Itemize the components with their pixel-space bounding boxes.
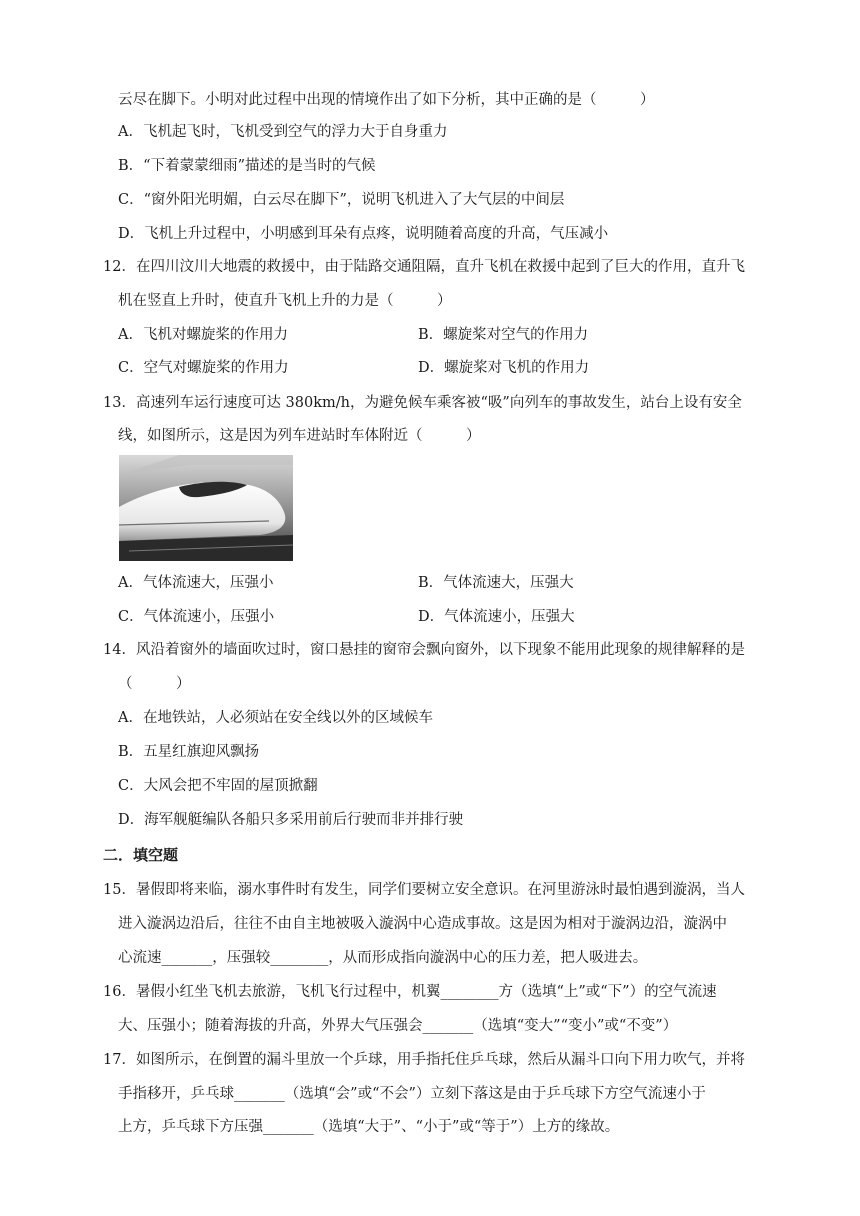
q14-option-a: A．在地铁站，人必须站在安全线以外的区域候车 [118, 710, 433, 726]
q14-stem-line1: 14．风沿着窗外的墙面吹过时，窗口悬挂的窗帘会飘向窗外，以下现象不能用此现象的规律解释的是 [103, 642, 745, 658]
q13-option-c: C．气体流速小，压强小 [118, 609, 275, 625]
q11-option-d: D．飞机上升过程中，小明感到耳朵有点疼，说明随着高度的升高，气压减小 [118, 226, 609, 242]
q12-option-a: A．飞机对螺旋桨的作用力 [118, 327, 288, 343]
q13-stem-line1: 13．高速列车运行速度可达 380km/h，为避免候车乘客被“吸”向列车的事故发生，站台上设有安全 [103, 395, 742, 411]
q12-option-c: C．空气对螺旋桨的作用力 [118, 360, 289, 376]
q17-stem-line1: 17．如图所示，在倒置的漏斗里放一个乒球，用手指托住乒乓球，然后从漏斗口向下用力吹气，并将 [103, 1052, 745, 1068]
q17-stem-line3: 上方，乒乓球下方压强_______（选填“大于”、“小于”或“等于”）上方的缘故。 [118, 1119, 620, 1135]
q12-option-d: D．螺旋桨对飞机的作用力 [418, 360, 590, 376]
q15-stem-line2: 进入漩涡边沿后，往往不由自主地被吸入漩涡中心造成事故。这是因为相对于漩涡边沿，漩涡中 [118, 916, 727, 932]
q14-option-c: C．大风会把不牢固的屋顶掀翻 [118, 778, 318, 794]
q12-stem-line2: 机在竖直上升时，使直升飞机上升的力是（ ） [118, 293, 452, 309]
q12-option-b: B．螺旋桨对空气的作用力 [418, 327, 589, 343]
q14-option-b: B．五星红旗迎风飘扬 [118, 744, 260, 760]
q11-option-a: A．飞机起飞时，飞机受到空气的浮力大于自身重力 [118, 124, 448, 140]
q14-stem-line2: （ ） [118, 676, 191, 692]
q17-stem-line2: 手指移开，乒乓球_______（选填“会”或“不会”）立刻下落这是由于乒乓球下方空气流速小于 [118, 1086, 706, 1102]
q13-option-d: D．气体流速小，压强大 [418, 609, 575, 625]
q13-stem-line2: 线，如图所示，这是因为列车进站时车体附近（ ） [118, 428, 481, 444]
section-heading-fill-in: 二．填空题 [103, 846, 179, 864]
q11-option-c: C．“窗外阳光明媚，白云尽在脚下”，说明飞机进入了大气层的中间层 [118, 192, 565, 208]
q16-stem-line1: 16．暑假小红坐飞机去旅游，飞机飞行过程中，机翼________方（选填“上”或“下”）的空气流速 [103, 984, 717, 1000]
q12-stem-line1: 12．在四川汶川大地震的救援中，由于陆路交通阻隔，直升飞机在救援中起到了巨大的作用，直升飞 [103, 259, 745, 275]
q11-option-b: B．“下着蒙蒙细雨”描述的是当时的气候 [118, 158, 376, 174]
q15-stem-line3: 心流速_______，压强较________，从而形成指向漩涡中心的压力差，把人吸进去。 [118, 950, 648, 966]
train-illustration [119, 455, 293, 561]
q13-option-b: B．气体流速大，压强大 [418, 575, 574, 591]
q15-stem-line1: 15．暑假即将来临，溺水事件时有发生，同学们要树立安全意识。在河里游泳时最怕遇到漩涡，当人 [103, 882, 745, 898]
q16-stem-line2: 大、压强小；随着海拔的升高，外界大气压强会_______（选填“变大”“变小”或“不变”） [118, 1018, 678, 1034]
q14-option-d: D．海军舰艇编队各船只多采用前后行驶而非并排行驶 [118, 812, 464, 828]
q13-option-a: A．气体流速大，压强小 [118, 575, 274, 591]
high-speed-train-photo [119, 455, 293, 561]
q11-stem-continuation: 云尽在脚下。小明对此过程中出现的情境作出了如下分析，其中正确的是（ ） [118, 92, 655, 108]
